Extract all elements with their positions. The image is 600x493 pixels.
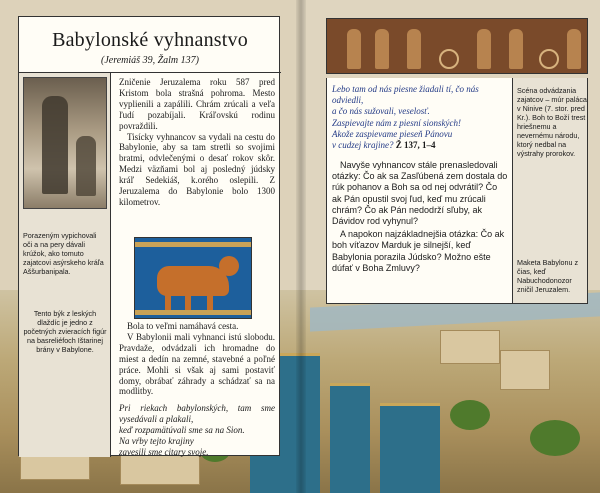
captives-frieze-image <box>326 18 588 74</box>
caption-frieze: Scéna odvádzania zajatcov – múr paláca v Ninive (7. stor. pred Kr.). Boh to Boží trest hriešnemu a nevernému národu, ktorý nedbal na výstrahy prorokov. <box>517 86 587 158</box>
psalm-line: Akože zaspievame pieseň Pánovu <box>332 128 453 139</box>
cart-wheel <box>439 49 459 69</box>
paragraph: Zničenie Jeruzalema roku 587 pred Kristom bola strašná pohroma. Mesto vyplienili a zapálili. Chrám zrúcali a veľa ľudí pozabíjali. Kráľovskú rodinu povraždili. <box>119 77 275 131</box>
psalm-line: Zaspievajte nám z piesní sionských! <box>332 117 461 128</box>
paragraph: Tisícky vyhnancov sa vydali na cestu do Babylonie, aby sa tam stretli so svojimi bratmi, odvlečenými o desať rokov skôr. Medzi väzňami bol aj posledný júdsky kráľ Sedekiáš, k.orého oslepili. Z Jeruzalema do Babylonie bolo 1300 kilometrov. <box>119 131 275 207</box>
lion-head <box>219 256 239 276</box>
psalm-line: keď rozpamätúvali sme sa na Sion. <box>119 425 245 436</box>
psalm-line: Pri riekach babylonských, tam sme vysedávali a plakali, <box>119 403 275 425</box>
psalm-line: Lebo tam od nás piesne žiadali tí, čo nás odviedli, <box>332 84 479 106</box>
lion-leg <box>165 292 171 310</box>
tile-border <box>135 310 252 315</box>
page-subtitle: (Jeremiáš 39, Žalm 137) <box>101 55 199 66</box>
frieze-figure <box>477 29 491 69</box>
frieze-figure <box>347 29 361 69</box>
left-sidebar <box>19 73 111 457</box>
psalm-line: zavesili sme citary svoje. <box>119 446 209 457</box>
frieze-figure <box>407 29 421 69</box>
caption-statue: Porazeným vypichovali oči a na pery dávali krúžok, ako tomuto zajatcovi asýrskeho kráľa Aššurbanipala. <box>23 231 104 276</box>
psalm-reference: Ž 137, 1–4 <box>395 140 436 151</box>
right-main-text <box>332 160 508 276</box>
lion-leg <box>185 292 191 310</box>
house-roof <box>500 350 550 390</box>
ishtar-gate-lion-image <box>134 237 252 319</box>
captive-figure <box>76 136 96 196</box>
psalm-line: Na vŕby tejto krajiny <box>119 436 194 447</box>
assyrian-relief-image <box>23 77 107 209</box>
main-text-upper <box>119 77 275 208</box>
lion-leg <box>207 292 213 310</box>
caption-model: Maketa Babylonu z čias, keď Nabuchodonozor zničil Jeruzalem. <box>517 258 579 294</box>
book-gutter <box>296 0 306 493</box>
left-text-panel <box>18 16 280 456</box>
paragraph: A napokon najzákladnejšia otázka: Čo ak boh víťazov Marduk je silnejší, keď Babylonia porazila Júdsko? Možno ešte dúfať v Boha Zmluvy? <box>332 229 505 273</box>
king-figure <box>42 96 68 194</box>
psalm-line: v cudzej krajine? <box>332 140 394 151</box>
paragraph: Bola to veľmi namáhavá cesta. <box>127 321 239 331</box>
page-title: Babylonské vyhnanstvo <box>52 29 248 51</box>
frieze-figure <box>375 29 389 69</box>
main-text-lower <box>119 321 275 458</box>
city-tower <box>330 383 370 493</box>
house-roof <box>120 455 200 485</box>
house-roof <box>440 330 500 364</box>
cart-wheel <box>539 49 559 69</box>
tree <box>530 420 580 456</box>
psalm-line: a čo nás sužovali, veselosť. <box>332 106 430 117</box>
tree <box>450 400 490 430</box>
paragraph: Navyše vyhnancov stále prenasledovali otázky: Čo ak sa Zasľúbená zem dostala do rúk pohanov a Boh sa od nej odvrátil? Čo ak Pán opustil svoj ľud, keď mu zrúcali chrám? Čo ak Pán nedodrží sľuby, ak Dávidov rod vyhynul? <box>332 160 508 227</box>
city-wall <box>380 403 440 493</box>
tile-border <box>135 242 252 247</box>
caption-lion: Tento býk z leských dlaždíc je jedno z početných zvieracích figúr na basreliéfoch Ištarinej brány v Babylone. <box>23 309 107 354</box>
frieze-figure <box>509 29 523 69</box>
psalm-quote <box>332 84 508 151</box>
paragraph: V Babylonii mali vyhnanci istú slobodu. Pravdaže, odvádzali ich hromadne do miest a dedín na zemné, stavebné a poľné práce. Mohli si však aj sami postaviť domy, obrábať záhrady a schádzať sa na modlitby. <box>119 331 275 397</box>
frieze-figure <box>567 29 581 69</box>
